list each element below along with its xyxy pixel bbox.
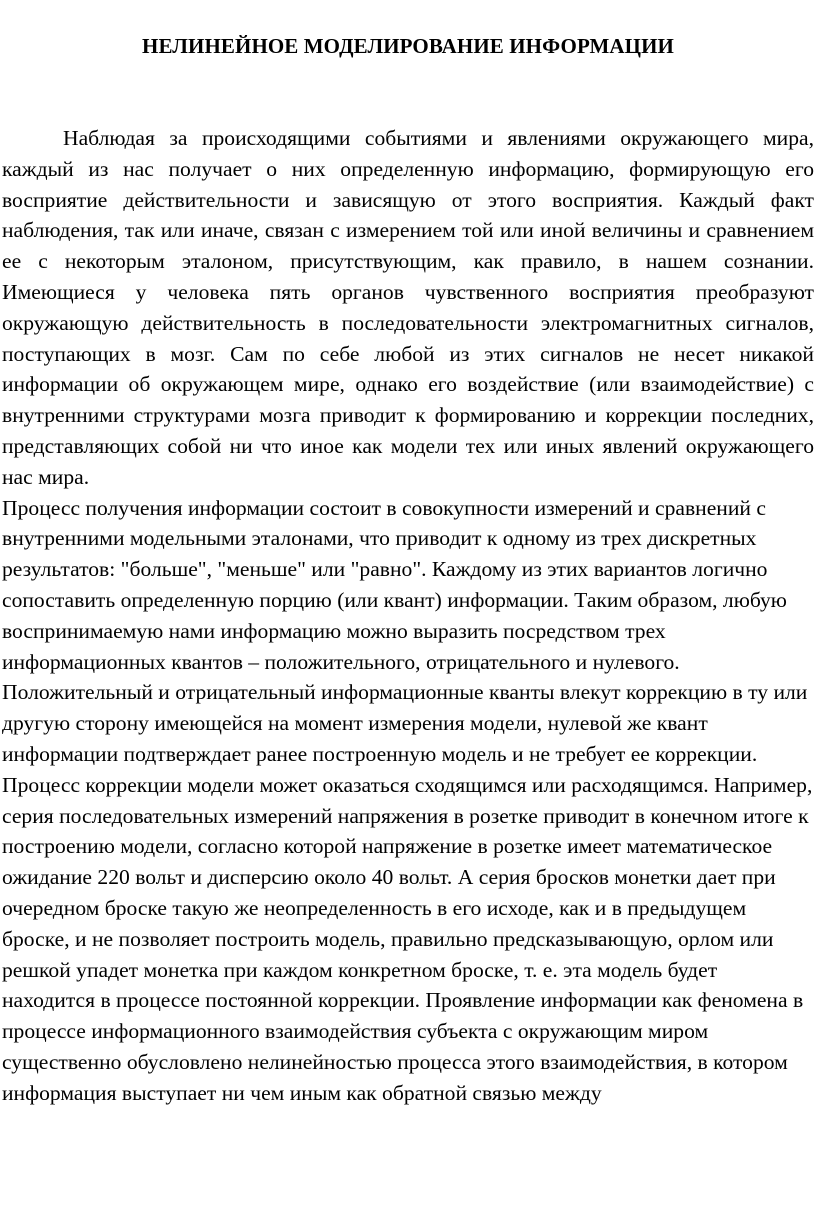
paragraph-1: Наблюдая за происходящими событиями и явлениями окружающего мира, каждый из нас получает о них определенную информацию, формирующую его восприятие действительности и зависящую от этого восприятия. Каждый факт наблюдения, так или иначе, связан с измерением той или иной величины и сравнением ее с некоторым эталоном, присутствующим, как правило, в нашем сознании. Имеющиеся у человека пять органов чувственного восприятия преобразуют окружающую действительность в последовательности электромагнитных сигналов, поступающих в мозг. Сам по себе любой из этих сигналов не несет никакой информации об окружающем мире, однако его воздействие (или взаимодействие) с внутренними структурами мозга приводит к формированию и коррекции последних, представляющих собой ни что иное как модели тех или иных явлений окружающего нас мира.	[2, 126, 814, 489]
document-body	[2, 123, 814, 1109]
document-title: НЕЛИНЕЙНОЕ МОДЕЛИРОВАНИЕ ИНФОРМАЦИИ	[142, 34, 674, 58]
paragraph-2: Процесс получения информации состоит в совокупности измерений и сравнений с внутренними модельными эталонами, что приводит к одному из трех дискретных результатов: "больше", "меньше" или "равно". Каждому из этих вариантов логично сопоставить определенную порцию (или квант) информации. Таким образом, любую воспринимаемую нами информацию можно выразить посредством трех информационных квантов – положительного, отрицательного и нулевого. Положительный и отрицательный информационные кванты влекут коррекцию в ту или другую сторону имеющейся на момент измерения модели, нулевой же квант информации подтверждает ранее построенную модель и не требует ее коррекции. Процесс коррекции модели может оказаться сходящимся или расходящимся. Например, серия последовательных измерений напряжения в розетке приводит в конечном итоге к построению модели, согласно которой напряжение в розетке имеет математическое ожидание 220 вольт и дисперсию около 40 вольт. А серия бросков монетки дает при очередном броске такую же неопределенность в его исходе, как и в предыдущем броске, и не позволяет построить модель, правильно предсказывающую, орлом или решкой упадет монетка при каждом конкретном броске, т. е. эта модель будет находится в процессе постоянной коррекции. Проявление информации как феномена в процессе информационного взаимодействия субъекта с окружающим миром существенно обусловлено нелинейностью процесса этого взаимодействия, в котором информация выступает ни чем иным как обратной связью между	[2, 495, 813, 1105]
